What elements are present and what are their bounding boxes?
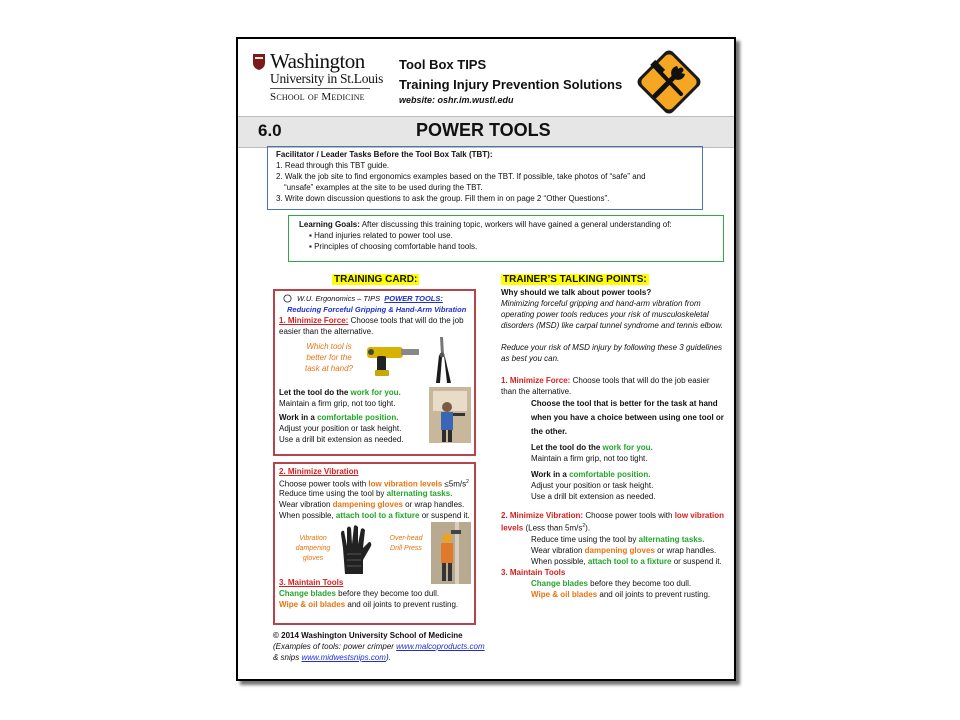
logo-school: School of Medicine: [270, 91, 365, 103]
tool-question: [299, 341, 359, 374]
facilitator-step: 1. Read through this TBT guide.: [276, 161, 390, 170]
footer: [273, 630, 513, 663]
force-text: Choose tools that will do the job easier than the alternative.: [279, 316, 464, 336]
tp-work-for-you: work for you.: [602, 443, 653, 452]
tp-wipe-line: [501, 589, 727, 600]
gloves-caption-line: gloves: [302, 555, 324, 562]
attach-fixture: attach tool to a fixture: [335, 511, 420, 520]
attach-line: [279, 510, 470, 521]
talking-points-heading-text: TRAINER’S TALKING POINTS:: [503, 274, 647, 285]
tp-drill: Use a drill bit extension as needed.: [531, 492, 656, 501]
wear-line: [279, 499, 464, 510]
card-brand: [297, 293, 443, 304]
tp-work-line: [501, 469, 727, 480]
training-card-vibration: [273, 462, 476, 625]
university-shield-icon: [252, 53, 266, 76]
attach-text: When possible,: [279, 511, 336, 520]
wear-text: Wear vibration: [279, 500, 333, 509]
toolbox-subtitle: Training Injury Prevention Solutions: [399, 77, 623, 92]
blades-line: [279, 588, 439, 599]
goals-text: After discussing this training topic, workers will have gained a general understanding of:: [361, 220, 672, 229]
card-subtitle: Reducing Forceful Gripping & Hand-Arm Vibration: [287, 305, 467, 314]
footer-end: ).: [385, 653, 391, 662]
comfortable-position: comfortable position.: [317, 413, 399, 422]
gloves-caption-line: dampening: [295, 545, 331, 552]
tp-grip: Maintain a firm grip, not too tight.: [531, 454, 648, 463]
tp-force-text: Choose tools that will do the job easier than the alternative.: [501, 376, 710, 396]
logo-divider: [270, 88, 370, 89]
gloves-caption-line: Vibration: [299, 535, 327, 542]
work-for-you: work for you.: [350, 388, 401, 397]
tp-choose-text: Choose the tool that is better for the task at hand when you have a choice between using one tool or the other.: [531, 399, 724, 436]
facilitator-box: [267, 146, 703, 210]
training-card-heading: [332, 269, 419, 287]
vibration-title-text: 2. Minimize Vibration: [279, 467, 359, 476]
drill-press-caption-line: Drill Press: [390, 545, 422, 552]
talking-points: [501, 287, 727, 600]
alternating-tasks: alternating tasks.: [386, 489, 453, 498]
section-title-bar: [238, 116, 734, 148]
tp-let-text: Let the tool do the: [531, 443, 603, 452]
examples-text: (Examples of tools: power crimper: [273, 642, 397, 651]
tp-work-text: Work in a: [531, 470, 570, 479]
drill-press-caption: [383, 534, 429, 554]
tp-comfortable: comfortable position.: [569, 470, 651, 479]
website-text: website: oshr.im.wustl.edu: [399, 95, 514, 105]
goal-item: ▪ Hand injuries related to power tool use.: [309, 231, 453, 240]
section-number: 6.0: [258, 121, 282, 140]
wear-end: or wrap handles.: [402, 500, 465, 509]
low-vibration: low vibration levels: [368, 479, 443, 489]
vibration-sup: 2: [466, 479, 469, 485]
vibration-title: [279, 466, 358, 477]
drill-press-caption-line: Over-head: [389, 535, 423, 542]
facilitator-step: 3. Write down discussion questions to ask the group. Fill them in on page 2 “Other Questions”.: [276, 194, 610, 203]
wipe-text: and oil joints to prevent rusting.: [345, 600, 459, 609]
goal-item: ▪ Principles of choosing comfortable hand tools.: [309, 242, 478, 251]
drill-line: Use a drill bit extension as needed.: [279, 435, 404, 444]
tp-adjust: Adjust your position or task height.: [531, 481, 654, 490]
midwest-snips-link[interactable]: www.midwestsnips.com: [301, 653, 386, 662]
grip-line: Maintain a firm grip, not too tight.: [279, 399, 396, 408]
dampening-gloves: dampening gloves: [332, 500, 403, 509]
tp-fixture: attach tool to a fixture: [587, 556, 672, 566]
section-title: POWER TOOLS: [416, 120, 551, 140]
tp-wear-end: or wrap handles.: [654, 545, 717, 555]
worker-drill-photo: [429, 387, 471, 446]
choose-text: Choose power tools with: [279, 479, 369, 489]
intro-text: Minimizing forceful gripping and hand-arm vibration from operating power tools reduces your risk of musculoskeletal disorders (MSD) like carpal tunnel syndrome and tennis elbow.: [501, 299, 723, 330]
tp-wipe-oil: Wipe & oil blades: [531, 589, 598, 599]
force-title: 1. Minimize Force:: [279, 316, 349, 325]
wipe-line: [279, 599, 458, 610]
tp-blades-line: [501, 578, 727, 589]
why-heading: Why should we talk about power tools?: [501, 288, 652, 297]
gloves-caption: [289, 534, 337, 564]
logo-university: University in St.Louis: [270, 71, 384, 86]
toolbox-title: Tool Box TIPS: [399, 57, 487, 72]
card-force-intro: [279, 315, 469, 337]
tip-sheet-page: [236, 37, 736, 681]
tools-crossed-icon: [631, 44, 707, 120]
talking-points-heading: [501, 269, 649, 287]
learning-goals-box: [288, 215, 724, 262]
tp-dampening: dampening gloves: [584, 545, 655, 555]
vibration-limit: ≤5m/s: [442, 479, 467, 489]
card-brand-text: W.U. Ergonomics – TIPS: [297, 294, 381, 303]
facilitator-step: 2. Walk the job site to find ergonomics examples based on the TBT. If possible, take photos of “safe” and: [276, 172, 646, 181]
adjust-line: Adjust your position or task height.: [279, 424, 402, 433]
tp-reduce-text: Reduce time using the tool by: [531, 534, 639, 544]
power-crimper-image: [361, 337, 423, 380]
tp-alternating: alternating tasks.: [638, 534, 705, 544]
maintain-title: [279, 577, 343, 588]
logo-washington: Washington: [270, 49, 365, 73]
question-line: Which tool is: [306, 342, 352, 351]
change-blades: Change blades: [279, 589, 336, 598]
training-card-heading-text: TRAINING CARD:: [334, 274, 418, 285]
blades-text: before they become too dull.: [335, 589, 440, 598]
tp-change-blades: Change blades: [531, 578, 588, 588]
facilitator-step: “unsafe” examples at the site to be used during the TBT.: [284, 183, 483, 192]
tp-sup: 2: [582, 523, 586, 529]
glove-image: [337, 524, 375, 579]
tp-low-vibration: low vibration levels: [501, 511, 725, 533]
tp-attach-end: or suspend it.: [671, 556, 722, 566]
tp-force-title: 1. Minimize Force:: [501, 376, 571, 385]
tp-vibration-title: 2. Minimize Vibration:: [501, 511, 584, 520]
malco-link[interactable]: www.malcoproducts.com: [396, 642, 485, 651]
tp-vibration: [501, 510, 727, 534]
reduce-risk-text: Reduce your risk of MSD injury by following these 3 guidelines as best you can.: [501, 343, 722, 363]
tp-vibration-end: ).: [585, 523, 591, 533]
wipe-oil-blades: Wipe & oil blades: [279, 600, 346, 609]
tp-attach-line: [501, 556, 727, 567]
drill-press-photo: [431, 522, 471, 587]
work-position-line: [279, 412, 398, 423]
question-line: better for the: [306, 353, 352, 362]
reduce-text: Reduce time using the tool by: [279, 489, 387, 498]
goal-item-text: Principles of choosing comfortable hand tools.: [314, 242, 478, 251]
tp-vibration-limit: (Less than 5m/s: [523, 523, 583, 533]
training-card-force: [273, 289, 476, 456]
tp-wear-text: Wear vibration: [531, 545, 585, 555]
reduce-line: [279, 488, 452, 499]
tp-force: [501, 375, 727, 397]
tp-reduce-line: [501, 534, 727, 545]
work-text: Work in a: [279, 413, 318, 422]
tp-wear-line: [501, 545, 727, 556]
tp-vibration-text: Choose power tools with: [583, 511, 675, 520]
maintain-title-text: 3. Maintain Tools: [279, 578, 344, 587]
attach-end: or suspend it.: [419, 511, 470, 520]
goals-label: Learning Goals:: [299, 220, 360, 229]
let-tool-line: [279, 387, 401, 398]
tp-wipe-text: and oil joints to prevent rusting.: [597, 589, 711, 599]
tp-blades-text: before they become too dull.: [587, 578, 692, 588]
card-topic: POWER TOOLS:: [384, 294, 443, 303]
tp-maintain-title: 3. Maintain Tools: [501, 567, 566, 577]
copyright: © 2014 Washington University School of Medicine: [273, 631, 463, 640]
goal-item-text: Hand injuries related to power tool use.: [314, 231, 453, 240]
facilitator-heading: Facilitator / Leader Tasks Before the Tool Box Talk (TBT):: [276, 150, 493, 159]
question-line: task at hand?: [304, 364, 354, 373]
snips-image: [427, 335, 457, 388]
let-tool-text: Let the tool do the: [279, 388, 351, 397]
and-snips-text: & snips: [273, 653, 302, 662]
tp-let-line: [501, 442, 727, 453]
tp-attach-text: When possible,: [531, 556, 588, 566]
